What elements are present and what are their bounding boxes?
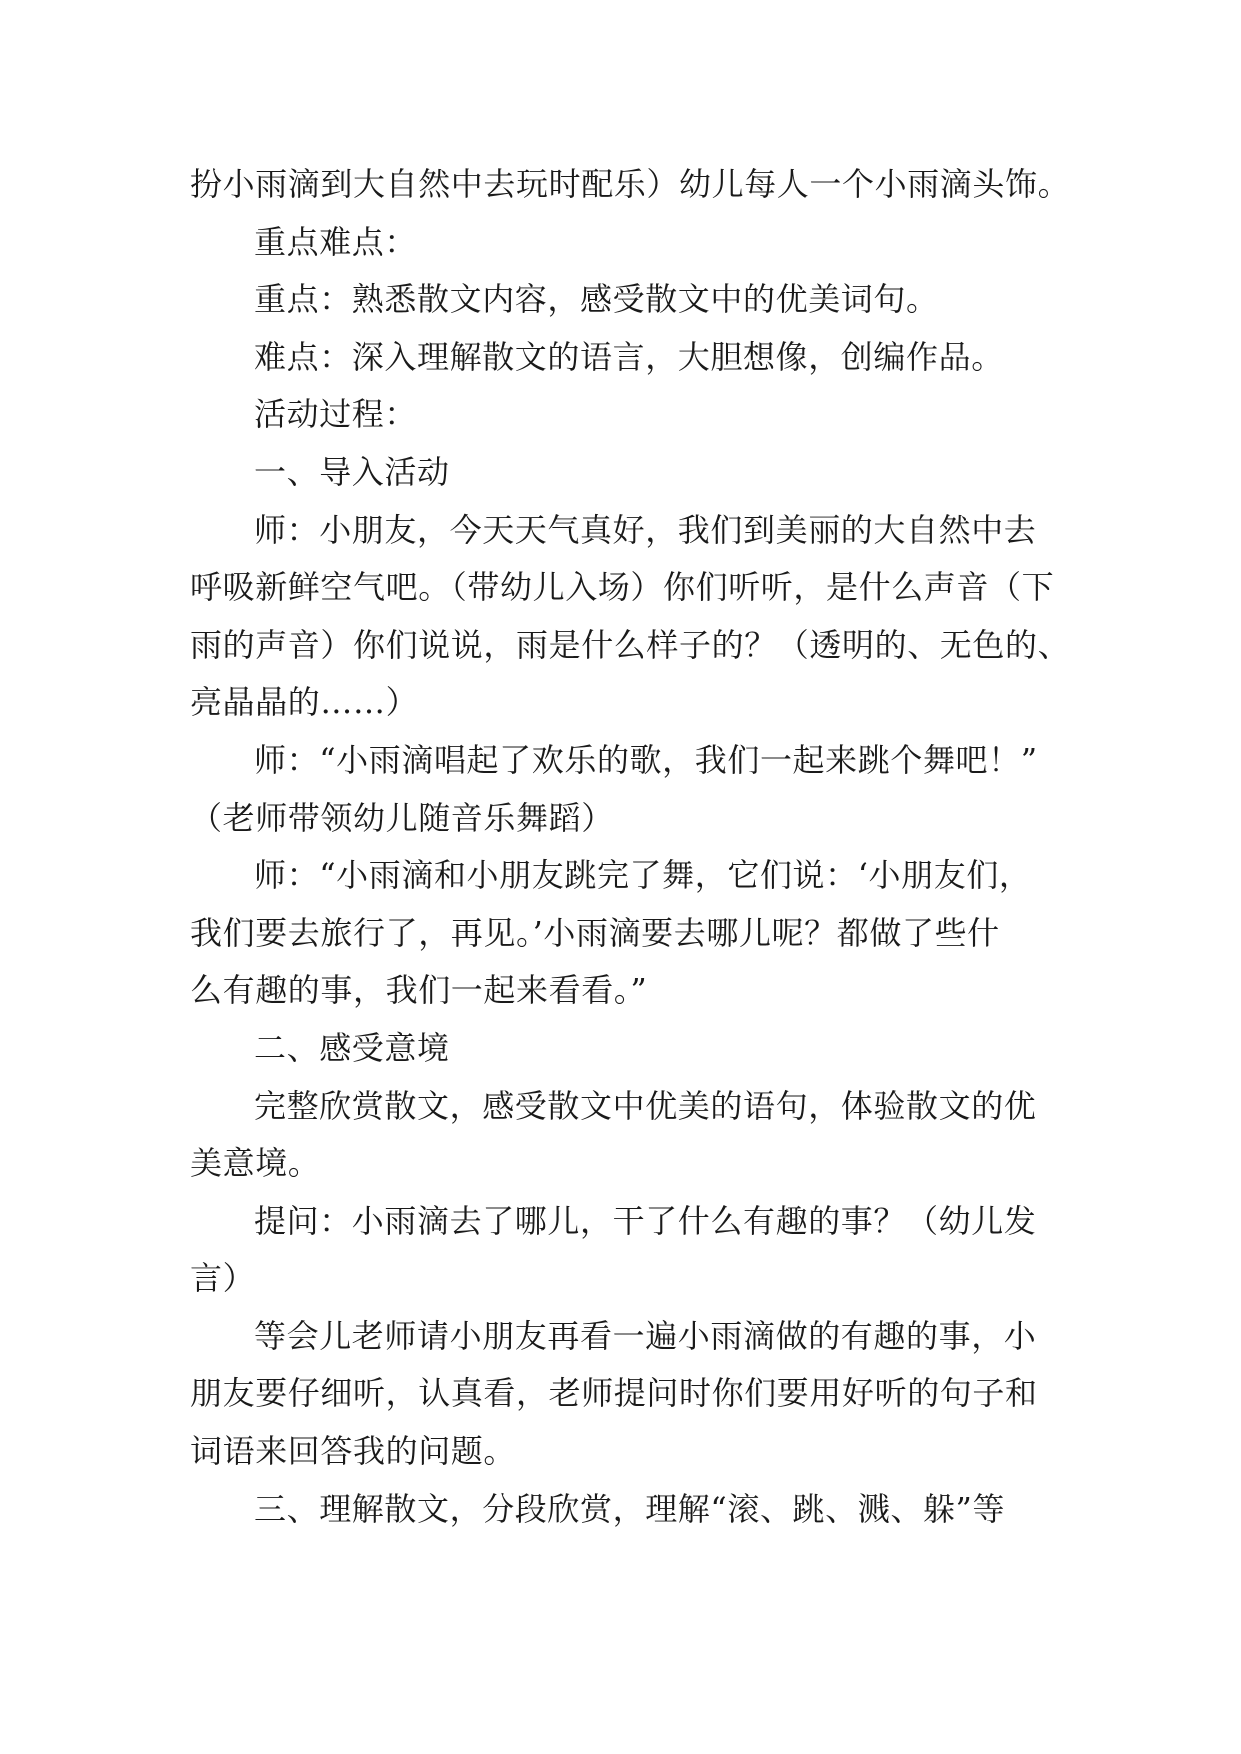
document-page — [190, 156, 1090, 1538]
paragraph-line: 师：“小雨滴唱起了欢乐的歌，我们一起来跳个舞吧！” — [254, 740, 1038, 779]
text-line: 美意境。 — [190, 1144, 321, 1183]
text-line: 呼吸新鲜空气吧。（带幼儿入场）你们听听，是什么声音（下 — [190, 568, 1055, 607]
paragraph-line: 等会儿老师请小朋友再看一遍小雨滴做的有趣的事，小 — [254, 1316, 1037, 1355]
text-line: （老师带领幼儿随音乐舞蹈） — [190, 798, 614, 837]
text-line: 扮小雨滴到大自然中去玩时配乐）幼儿每人一个小雨滴头饰。 — [190, 165, 1071, 203]
section-heading: 三、理解散文，分段欣赏，理解“滚、跳、溅、躲”等 — [254, 1489, 1006, 1528]
section-heading: 活动过程： — [254, 395, 418, 434]
section-heading: 重点难点： — [254, 222, 418, 261]
section-heading: 二、感受意境 — [254, 1028, 450, 1067]
section-heading: 一、导入活动 — [254, 452, 450, 491]
text-line: 雨的声音）你们说说，雨是什么样子的？（透明的、无色的、 — [190, 625, 1071, 664]
text-line: 词语来回答我的问题。 — [190, 1432, 517, 1471]
text-line: 朋友要仔细听，认真看，老师提问时你们要用好听的句子和 — [190, 1374, 1038, 1413]
paragraph-line: 完整欣赏散文，感受散文中优美的语句，体验散文的优 — [254, 1086, 1037, 1125]
paragraph-line: 难点：深入理解散文的语言，大胆想像，创编作品。 — [254, 337, 1004, 376]
paragraph-line: 师：小朋友，今天天气真好，我们到美丽的大自然中去 — [254, 510, 1037, 549]
text-line: 么有趣的事，我们一起来看看。” — [190, 971, 648, 1010]
text-line: 我们要去旅行了，再见。’小雨滴要去哪儿呢？都做了些什 — [190, 913, 1000, 952]
paragraph-line: 师：“小雨滴和小朋友跳完了舞，它们说：‘小朋友们， — [254, 856, 1032, 895]
text-line: 言） — [190, 1259, 256, 1298]
paragraph-line: 提问：小雨滴去了哪儿，干了什么有趣的事？（幼儿发 — [254, 1201, 1037, 1240]
paragraph-line: 重点：熟悉散文内容，感受散文中的优美词句。 — [254, 280, 939, 319]
text-line: 亮晶晶的……） — [190, 683, 419, 722]
